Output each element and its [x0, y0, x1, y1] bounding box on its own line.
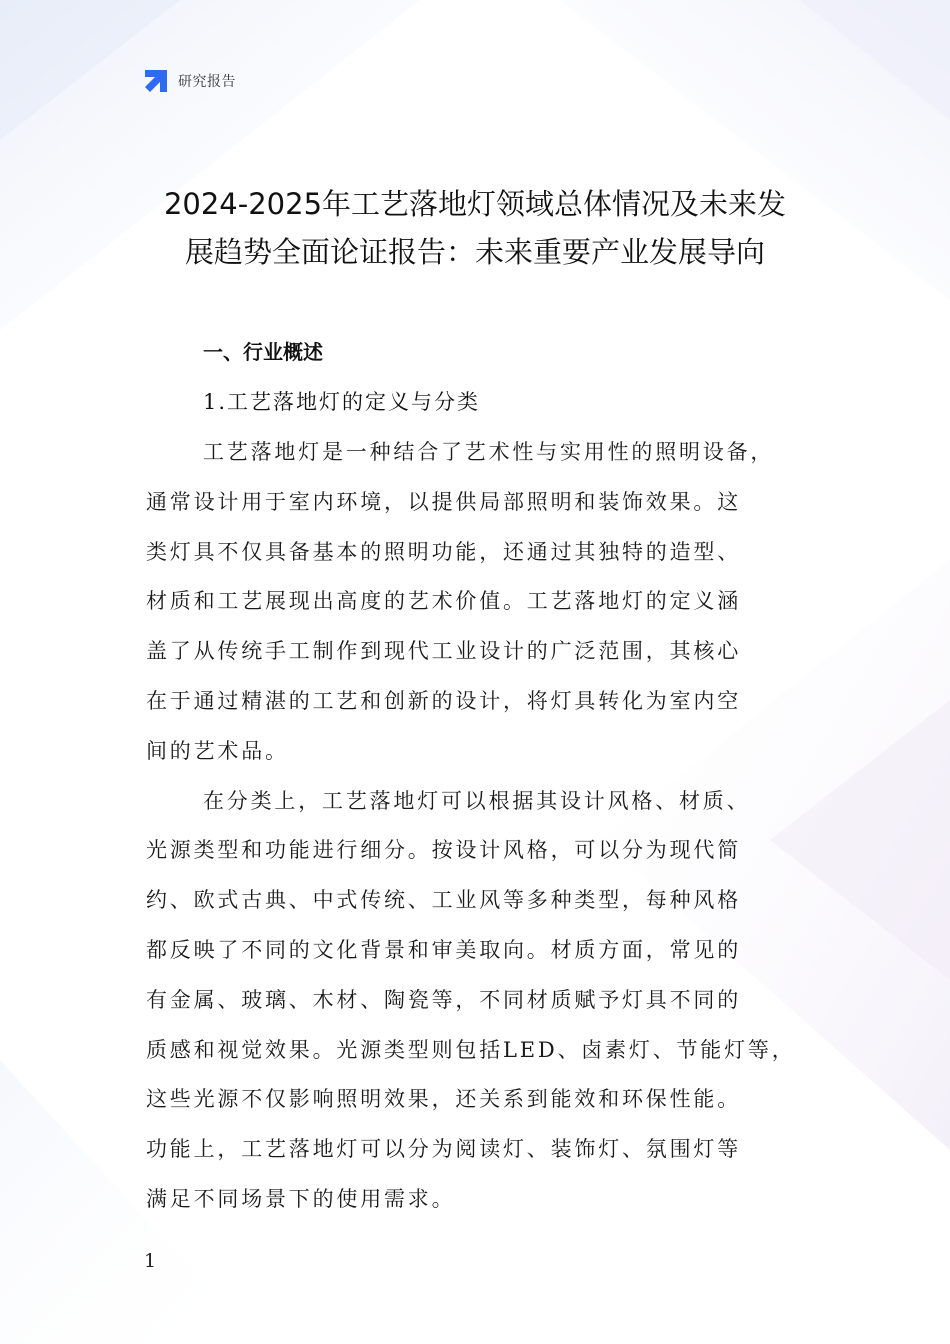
title-line: 展趋势全面论证报告：未来重要产业发展导向 [184, 235, 765, 269]
arrow-up-right-icon [143, 68, 169, 94]
page-number: 1 [144, 1250, 157, 1272]
paragraph-line: 有金属、玻璃、木材、陶瓷等，不同材质赋予灯具不同的 [146, 987, 741, 1012]
paragraph-line: 工艺落地灯是一种结合了艺术性与实用性的照明设备， [203, 440, 775, 464]
paragraph-line: 通常设计用于室内环境，以提供局部照明和装饰效果。这 [146, 489, 741, 514]
paragraph-line: 材质和工艺展现出高度的艺术价值。工艺落地灯的定义涵 [146, 589, 741, 614]
header-label: 研究报告 [178, 74, 236, 90]
paragraph-line: 功能上，工艺落地灯可以分为阅读灯、装饰灯、氛围灯等 [146, 1137, 741, 1162]
paragraph-line: 满足不同场景下的使用需求。 [146, 1186, 456, 1211]
paragraph-line: 质感和视觉效果。光源类型则包括LED、卤素灯、节能灯等， [146, 1037, 796, 1062]
section-heading: 一、行业概述 [203, 340, 323, 364]
report-title [120, 180, 830, 276]
paragraph-line: 类灯具不仅具备基本的照明功能，还通过其独特的造型、 [146, 539, 741, 564]
paragraph-line: 约、欧式古典、中式传统、工业风等多种类型，每种风格 [146, 888, 741, 913]
paragraph [146, 777, 808, 1225]
paragraph-line: 盖了从传统手工制作到现代工业设计的广泛范围，其核心 [146, 639, 741, 664]
paragraph [146, 428, 808, 777]
paragraph-line: 在于通过精湛的工艺和创新的设计，将灯具转化为室内空 [146, 688, 741, 713]
paragraph-line: 都反映了不同的文化背景和审美取向。材质方面，常见的 [146, 937, 741, 962]
paragraph-line: 这些光源不仅影响照明效果，还关系到能效和环保性能。 [146, 1087, 741, 1112]
sub-heading: 1.工艺落地灯的定义与分类 [203, 390, 481, 414]
paragraph-line: 光源类型和功能进行细分。按设计风格，可以分为现代简 [146, 838, 741, 863]
paragraph-line: 在分类上，工艺落地灯可以根据其设计风格、材质、 [203, 788, 751, 813]
paragraph-line: 间的艺术品。 [146, 738, 289, 763]
body-text [146, 428, 808, 1225]
report-header [143, 68, 236, 94]
title-line: 2024-2025年工艺落地灯领域总体情况及未来发 [163, 187, 787, 221]
